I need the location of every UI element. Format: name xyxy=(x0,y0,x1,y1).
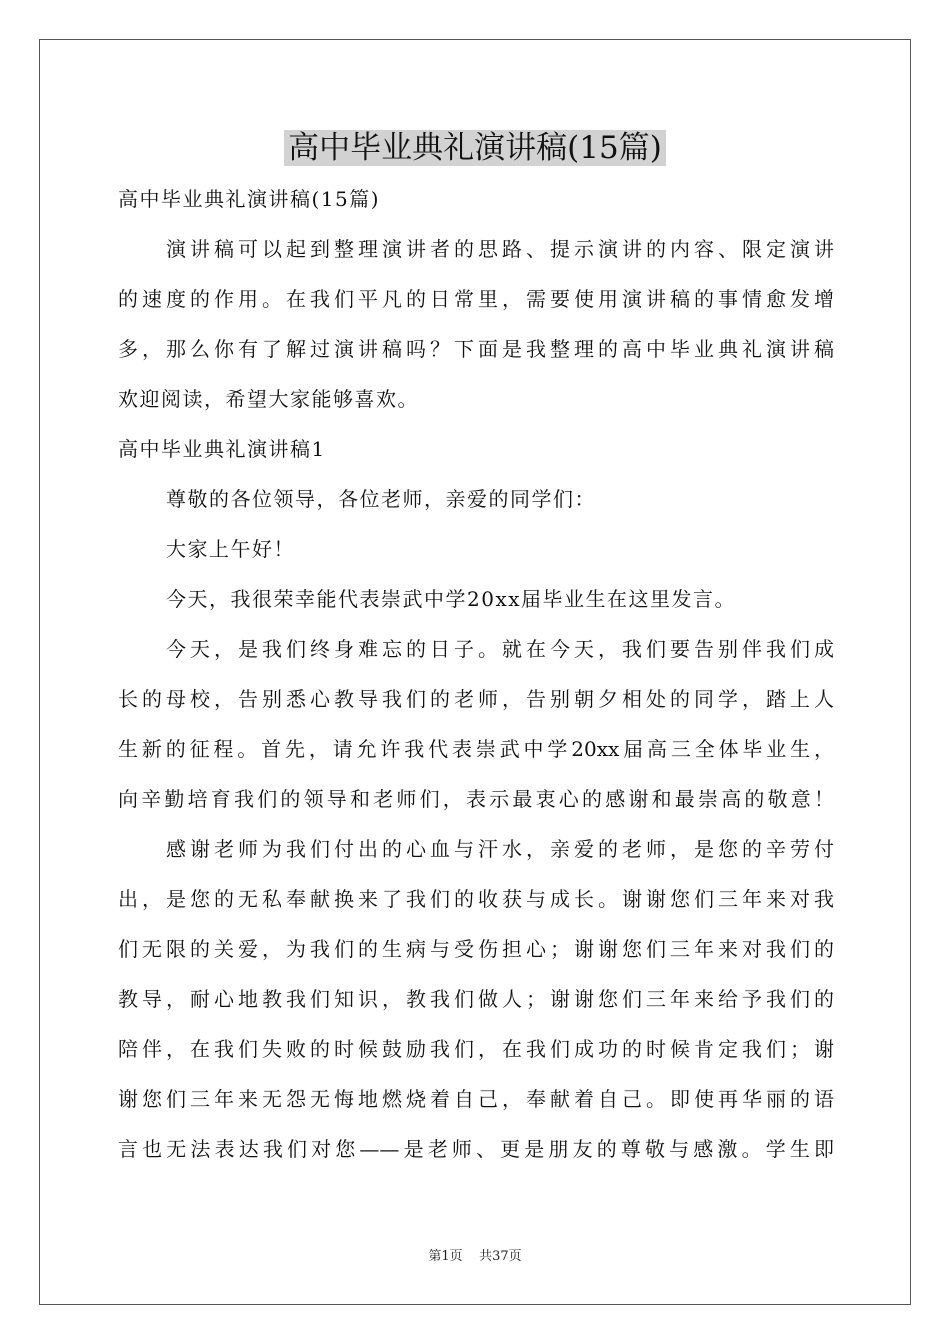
page-border xyxy=(39,39,911,1305)
body-line: 陪伴，在我们失败的时候鼓励我们，在我们成功的时候肯定我们；谢 xyxy=(118,1037,834,1061)
body-line: 向辛勤培育我们的领导和老师们，表示最衷心的感谢和最崇高的敬意！ xyxy=(118,787,834,811)
body-line: 长的母校，告别悉心教导我们的老师，告别朝夕相处的同学，踏上人 xyxy=(118,687,834,711)
body-line: 教导，耐心地教我们知识，教我们做人；谢谢您们三年来给予我们的 xyxy=(118,987,834,1011)
body-line: 尊敬的各位领导，各位老师，亲爱的同学们： xyxy=(166,487,596,511)
page-footer xyxy=(0,1248,950,1266)
section-heading: 高中毕业典礼演讲稿1 xyxy=(118,437,326,461)
page-total: 共37页 xyxy=(479,1249,522,1264)
body-line: 的速度的作用。在我们平凡的日常里，需要使用演讲稿的事情愈发增 xyxy=(118,287,834,311)
document-title: 高中毕业典礼演讲稿(15篇) xyxy=(0,126,950,170)
page-number: 第1页 xyxy=(428,1249,463,1264)
body-line: 欢迎阅读，希望大家能够喜欢。 xyxy=(118,387,419,411)
subtitle-line: 高中毕业典礼演讲稿(15篇) xyxy=(118,187,381,211)
body-line: 言也无法表达我们对您——是老师、更是朋友的尊敬与感激。学生即 xyxy=(118,1137,834,1161)
body-line: 出，是您的无私奉献换来了我们的收获与成长。谢谢您们三年来对我 xyxy=(118,887,834,911)
body-line: 们无限的关爱，为我们的生病与受伤担心；谢谢您们三年来对我们的 xyxy=(118,937,834,961)
body-line: 谢您们三年来无怨无悔地燃烧着自己，奉献着自己。即使再华丽的语 xyxy=(118,1087,834,1111)
body-line: 大家上午好！ xyxy=(166,537,295,561)
body-line: 感谢老师为我们付出的心血与汗水，亲爱的老师，是您的辛劳付 xyxy=(166,837,834,861)
body-line: 今天，是我们终身难忘的日子。就在今天，我们要告别伴我们成 xyxy=(166,637,834,661)
body-line: 今天，我很荣幸能代表崇武中学20xx届毕业生在这里发言。 xyxy=(166,587,737,611)
body-line: 演讲稿可以起到整理演讲者的思路、提示演讲的内容、限定演讲 xyxy=(166,237,834,261)
body-line: 生新的征程。首先，请允许我代表崇武中学20xx届高三全体毕业生， xyxy=(118,737,834,761)
body-line: 多，那么你有了解过演讲稿吗？下面是我整理的高中毕业典礼演讲稿 xyxy=(118,337,834,361)
